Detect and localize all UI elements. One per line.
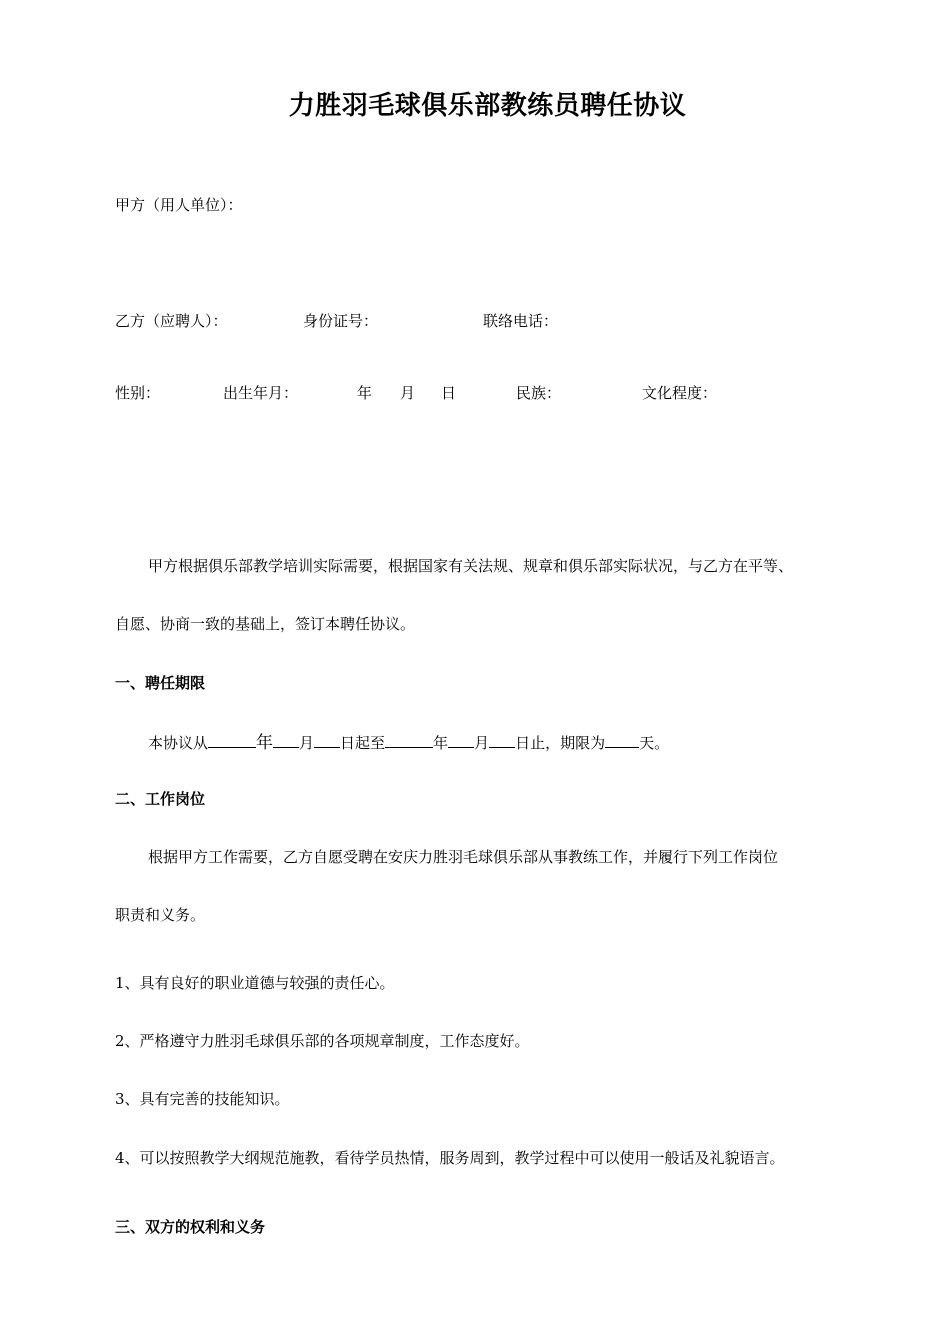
phone-label: 联络电话： — [483, 312, 559, 330]
section-1-heading: 一、聘任期限 — [115, 674, 206, 692]
document-title: 力胜羽毛球俱乐部教练员聘任协议 — [288, 91, 687, 121]
end-day-unit: 日止，期限为 — [515, 734, 606, 752]
start-month-unit: 月 — [299, 734, 315, 752]
birth-month-unit: 月 — [400, 384, 416, 402]
term-prefix: 本协议从 — [148, 734, 209, 752]
birth-label: 出生年月： — [223, 384, 299, 402]
start-year-blank — [208, 731, 256, 748]
birth-year-unit: 年 — [357, 384, 373, 402]
section-2-heading: 二、工作岗位 — [115, 790, 206, 808]
start-year-unit: 年 — [256, 733, 274, 753]
start-day-unit: 日起至 — [340, 734, 386, 752]
intro-line-1: 甲方根据俱乐部教学培训实际需要，根据国家有关法规、规章和俱乐部实际状况，与乙方在平等、 — [148, 557, 794, 575]
end-year-unit: 年 — [433, 734, 449, 752]
end-year-blank — [385, 731, 433, 748]
end-month-blank — [448, 731, 474, 748]
start-month-blank — [273, 731, 299, 748]
ethnicity-label: 民族： — [516, 384, 562, 402]
duty-item-1: 1、具有良好的职业道德与较强的责任心。 — [115, 974, 395, 992]
end-day-blank — [489, 731, 515, 748]
term-days-blank — [605, 731, 639, 748]
party-b-label: 乙方（应聘人）： — [115, 312, 228, 330]
duty-item-2: 2、严格遵守力胜羽毛球俱乐部的各项规章制度，工作态度好。 — [115, 1032, 530, 1050]
end-month-unit: 月 — [474, 734, 490, 752]
duty-line-1: 根据甲方工作需要，乙方自愿受聘在安庆力胜羽毛球俱乐部从事教练工作，并履行下列工作岗位 — [148, 848, 779, 866]
education-label: 文化程度： — [642, 384, 718, 402]
duty-item-4: 4、可以按照教学大纲规范施教，看待学员热情，服务周到，教学过程中可以使用一般话及礼貌语言。 — [115, 1149, 785, 1167]
term-days-unit: 天。 — [639, 734, 670, 752]
duty-item-3: 3、具有完善的技能知识。 — [115, 1090, 290, 1108]
start-day-blank — [314, 731, 340, 748]
birth-day-unit: 日 — [441, 384, 457, 402]
gender-label: 性别： — [115, 384, 161, 402]
intro-line-2: 自愿、协商一致的基础上，签订本聘任协议。 — [115, 615, 416, 633]
party-a-label: 甲方（用人单位）： — [115, 196, 243, 214]
duty-line-2: 职责和义务。 — [115, 906, 206, 924]
term-line — [148, 731, 669, 753]
section-3-heading: 三、双方的权利和义务 — [115, 1218, 266, 1236]
id-number-label: 身份证号： — [303, 312, 379, 330]
